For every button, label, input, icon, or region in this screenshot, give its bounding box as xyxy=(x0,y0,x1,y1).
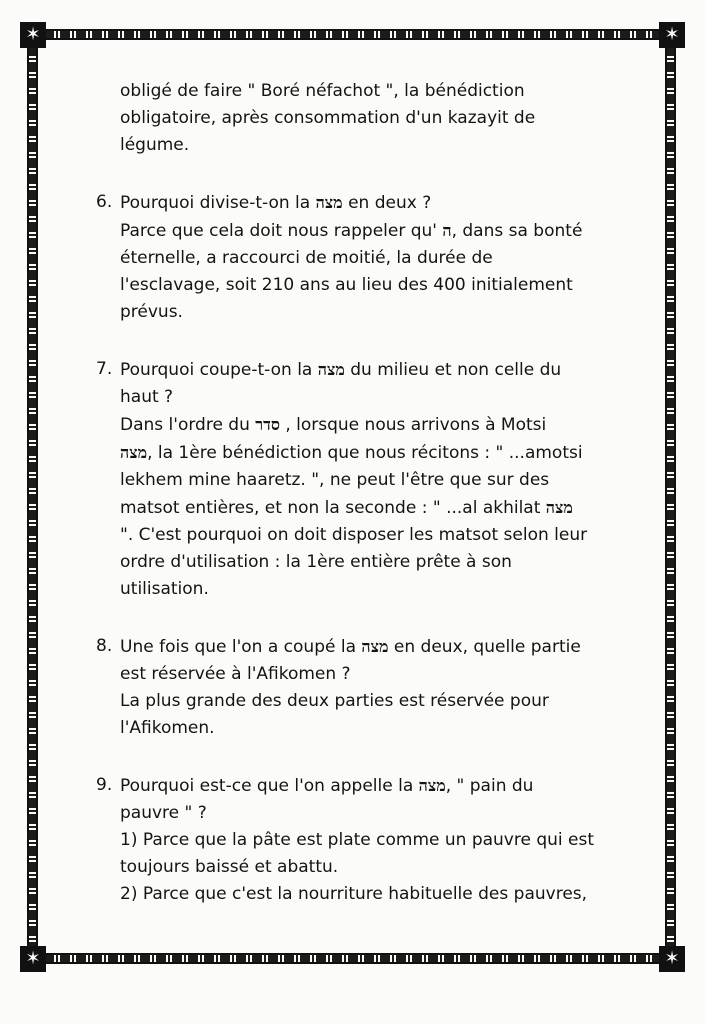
question-number: 9. xyxy=(96,775,113,795)
answer-line: l'esclavage, soit 210 ans au lieu des 400 initialement xyxy=(120,275,573,295)
question-number: 7. xyxy=(96,359,113,379)
corner-ornament-icon: ✶ xyxy=(20,946,46,972)
answer-line: Parce que cela doit nous rappeler qu' ה, dans sa bonté xyxy=(120,221,583,241)
corner-ornament-icon: ✶ xyxy=(659,946,685,972)
question-line: Une fois que l'on a coupé la מצה en deux, quelle partie xyxy=(120,637,581,657)
question-number: 6. xyxy=(96,192,113,212)
question-line: Pourquoi divise-t-on la מצה en deux ? xyxy=(120,193,432,213)
text-line: légume. xyxy=(120,135,190,155)
hebrew-word: מצה xyxy=(317,360,345,379)
answer-line: 2) Parce que c'est la nourriture habituelle des pauvres, xyxy=(120,884,588,904)
answer-line: toujours baissé et abattu. xyxy=(120,857,339,877)
question-8 xyxy=(96,633,636,742)
question-line: Pourquoi est-ce que l'on appelle la מצה, " pain du xyxy=(120,776,534,796)
hebrew-word: מצה xyxy=(545,498,573,517)
left-border xyxy=(27,42,38,960)
question-number: 8. xyxy=(96,636,113,656)
question-line: Pourquoi coupe-t-on la מצה du milieu et non celle du xyxy=(120,360,562,380)
corner-ornament-icon: ✶ xyxy=(20,22,46,48)
text-line: obligatoire, après consommation d'un kazayit de xyxy=(120,108,536,128)
answer-line: utilisation. xyxy=(120,579,209,599)
hebrew-word: מצה xyxy=(361,637,389,656)
answer-line: l'Afikomen. xyxy=(120,718,215,738)
bottom-border xyxy=(40,953,666,964)
answer-line: 1) Parce que la pâte est plate comme un pauvre qui est xyxy=(120,830,595,850)
question-6 xyxy=(96,189,636,326)
answer-line: matsot entières, et non la seconde : " ...al akhilat מצה xyxy=(120,498,573,518)
corner-ornament-icon: ✶ xyxy=(659,22,685,48)
answer-line: Dans l'ordre du סדר , lorsque nous arrivons à Motsi xyxy=(120,415,547,435)
hebrew-word: מצה xyxy=(418,776,446,795)
answer-line: מצה, la 1ère bénédiction que nous récitons : " ...amotsi xyxy=(120,443,583,463)
intro-paragraph xyxy=(96,78,636,159)
question-line: pauvre " ? xyxy=(120,803,207,823)
top-border xyxy=(40,29,666,40)
right-border xyxy=(665,42,676,960)
answer-line: La plus grande des deux parties est réservée pour xyxy=(120,691,549,711)
answer-line: ". C'est pourquoi on doit disposer les matsot selon leur xyxy=(120,525,588,545)
hebrew-word: סדר xyxy=(255,415,280,434)
hebrew-word: מצה xyxy=(120,443,148,462)
question-7 xyxy=(96,356,636,603)
question-9 xyxy=(96,772,636,908)
question-line: est réservée à l'Afikomen ? xyxy=(120,664,351,684)
question-line: haut ? xyxy=(120,387,174,407)
text-line: obligé de faire " Boré néfachot ", la bénédiction xyxy=(120,81,525,101)
answer-line: ordre d'utilisation : la 1ère entière prête à son xyxy=(120,552,512,572)
page-content xyxy=(96,78,636,908)
answer-line: lekhem mine haaretz. ", ne peut l'être que sur des xyxy=(120,470,550,490)
answer-line: prévus. xyxy=(120,302,183,322)
answer-line: éternelle, a raccourci de moitié, la durée de xyxy=(120,248,493,268)
hebrew-word: ה xyxy=(442,221,452,240)
hebrew-word: מצה xyxy=(315,193,343,212)
